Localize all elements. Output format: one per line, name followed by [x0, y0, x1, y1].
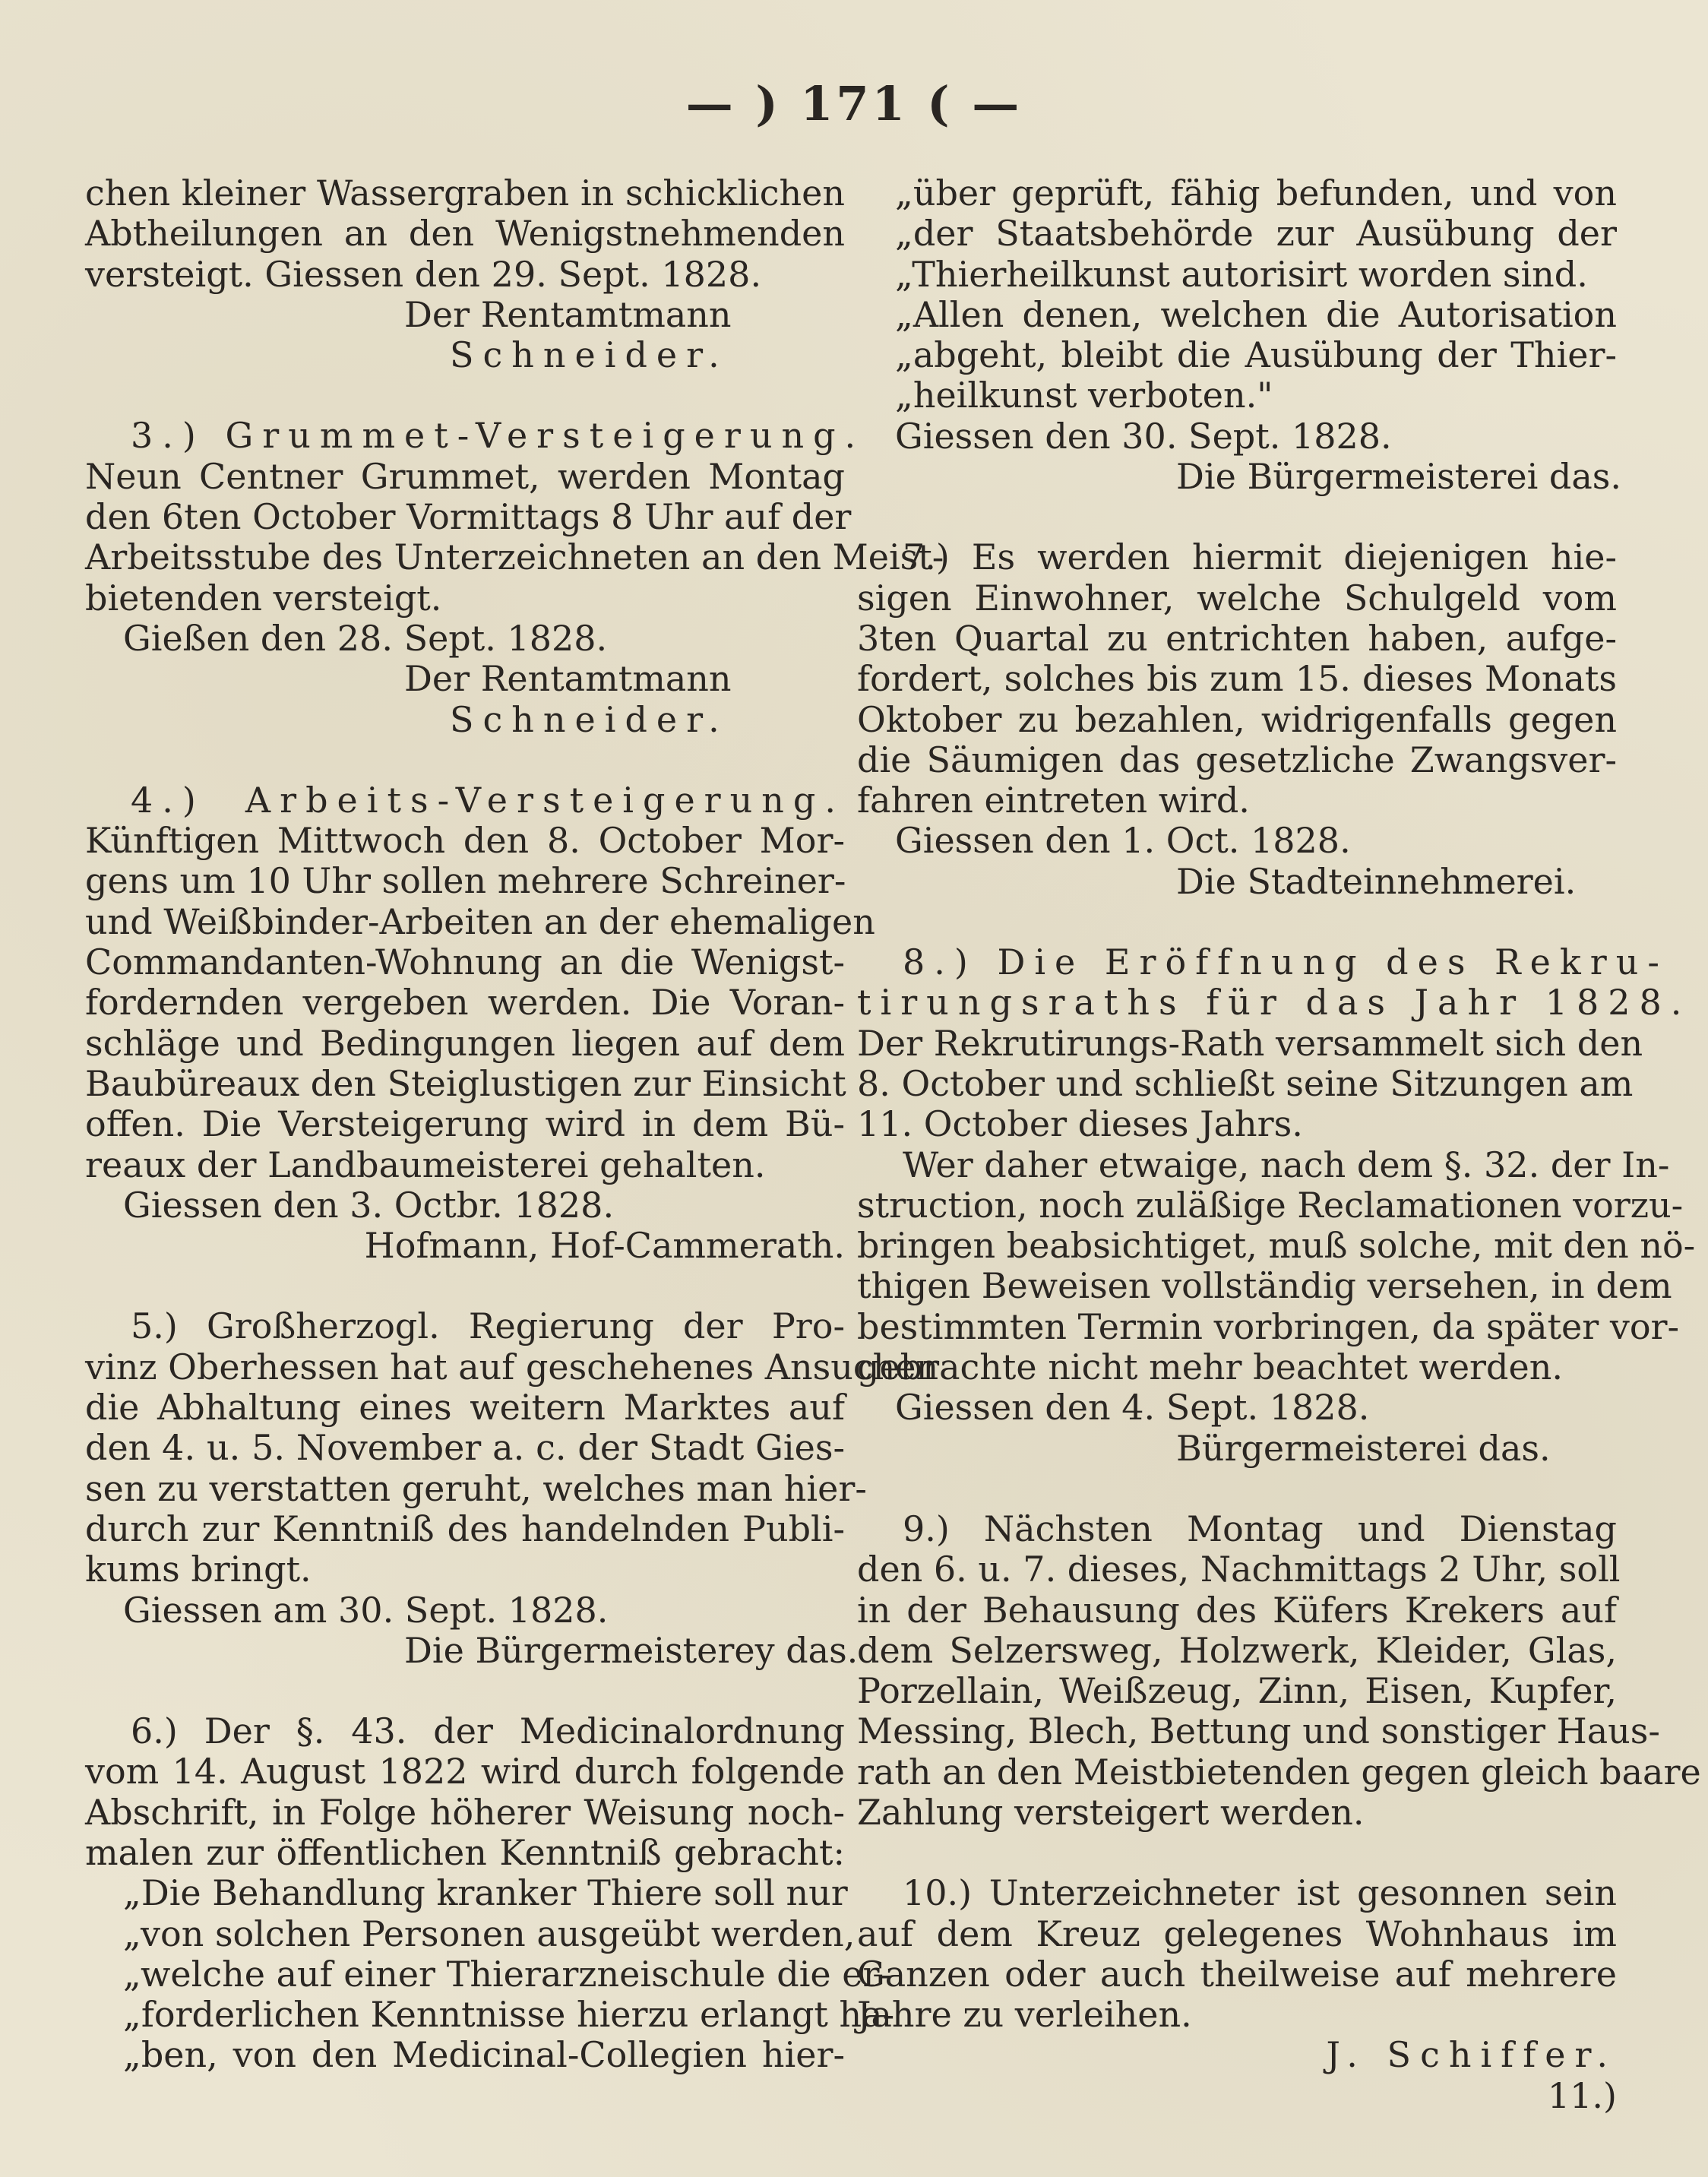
text-line: „welche auf einer Thierarzneischule die er- [123, 1953, 892, 1995]
text-line: die Säumigen das gesetzliche Zwangsver- [857, 739, 1617, 780]
text-line: Schneider. [450, 334, 729, 376]
text-line: Neun Centner Grummet, werden Montag [85, 455, 845, 497]
text-line [857, 902, 1617, 942]
text-line: vom 14. August 1822 wird durch folgende [85, 1751, 845, 1793]
text-line: Die Bürgermeisterei das. [1176, 456, 1622, 498]
text-line: sen zu verstatten geruht, welches man hier- [85, 1467, 867, 1509]
text-line: „Allen denen, welchen die Autorisation [895, 293, 1617, 335]
text-line: fahren eintreten wird. [857, 780, 1250, 821]
text-line: 5.) Großherzogl. Regierung der Pro- [131, 1305, 845, 1347]
text-line: 10.) Unterzeichneter ist gesonnen sein [903, 1872, 1617, 1914]
text-line [85, 740, 845, 780]
text-line: 11.) [1547, 2074, 1617, 2116]
right-column [857, 172, 1701, 2116]
text-line: Die Stadteinnehmerei. [1176, 860, 1577, 902]
text-line: in der Behausung des Küfers Krekers auf [857, 1589, 1617, 1631]
text-line: rath an den Meistbietenden gegen gleich baare [857, 1751, 1701, 1793]
page-header: — ) 171 ( — [685, 76, 1023, 131]
text-line: Bürgermeisterei das. [1176, 1427, 1551, 1469]
text-line: Gießen den 28. Sept. 1828. [123, 617, 608, 659]
text-line: versteigt. Giessen den 29. Sept. 1828. [85, 253, 762, 295]
text-line: 4.) Arbeits-Versteigerung. [131, 779, 845, 821]
text-line: Wer daher etwaige, nach dem §. 32. der In- [903, 1144, 1670, 1185]
text-line: offen. Die Versteigerung wird in dem Bü- [85, 1103, 845, 1145]
text-line: fordert, solches bis zum 15. dieses Monats [857, 658, 1617, 700]
text-line: kums bringt. [85, 1549, 312, 1590]
text-line: Zahlung versteigert werden. [857, 1791, 1365, 1833]
text-line: tirungsraths für das Jahr 1828. [857, 982, 1691, 1024]
text-line: Die Bürgermeisterey das. [404, 1629, 859, 1671]
text-line: 8.) Die Eröffnung des Rekru- [903, 941, 1668, 983]
text-line: Giessen den 1. Oct. 1828. [895, 820, 1351, 862]
text-line: 7.) Es werden hiermit diejenigen hie- [903, 536, 1617, 578]
text-line: Abtheilungen an den Wenigstnehmenden [85, 213, 845, 255]
text-line: J. Schiffer. [1326, 2034, 1617, 2076]
text-line: bietenden versteigt. [85, 577, 442, 619]
text-line: „abgeht, bleibt die Ausübung der Thier- [895, 334, 1617, 376]
text-line: Künftigen Mittwoch den 8. October Mor- [85, 820, 845, 862]
text-line: „ben, von den Medicinal-Collegien hier- [123, 2034, 845, 2076]
text-line: die Abhaltung eines weitern Marktes auf [85, 1387, 845, 1429]
text-line: durch zur Kenntniß des handelnden Publi- [85, 1508, 845, 1549]
text-line: chen kleiner Wassergraben in schicklichen [85, 172, 845, 214]
text-line: Giessen den 3. Octbr. 1828. [123, 1184, 615, 1226]
text-line: „der Staatsbehörde zur Ausübung der [895, 213, 1617, 255]
text-line [85, 1266, 845, 1306]
text-line: Der Rentamtmann [404, 293, 732, 335]
text-line: 8. October und schließt seine Sitzungen am [857, 1062, 1634, 1104]
text-line: schläge und Bedingungen liegen auf dem [85, 1022, 845, 1064]
text-line: bestimmten Termin vorbringen, da später vor- [857, 1305, 1680, 1347]
text-line: Hofmann, Hof-Cammerath. [364, 1225, 845, 1267]
text-line: auf dem Kreuz gelegenes Wohnhaus im [857, 1913, 1617, 1954]
text-line: 9.) Nächsten Montag und Dienstag [903, 1508, 1617, 1549]
text-line: Der Rekrutirungs-Rath versammelt sich den [857, 1022, 1643, 1064]
text-line: 3ten Quartal zu entrichten haben, aufge- [857, 617, 1617, 659]
text-line: reaux der Landbaumeisterei gehalten. [85, 1144, 766, 1185]
text-line: „heilkunst verboten." [895, 375, 1273, 416]
text-line: malen zur öffentlichen Kenntniß gebracht: [85, 1831, 845, 1873]
text-line: Commandanten-Wohnung an die Wenigst- [85, 941, 845, 983]
text-line: vinz Oberhessen hat auf geschehenes Ansuchen [85, 1346, 939, 1388]
text-line: 11. October dieses Jahrs. [857, 1103, 1303, 1145]
text-line: Giessen am 30. Sept. 1828. [123, 1589, 609, 1631]
text-line: Abschrift, in Folge höherer Weisung noch- [85, 1791, 845, 1833]
text-line: Schneider. [450, 698, 729, 740]
text-line: „von solchen Personen ausgeübt werden, [123, 1913, 856, 1954]
text-line: Oktober zu bezahlen, widrigenfalls gegen [857, 698, 1617, 740]
text-line: Porzellain, Weißzeug, Zinn, Eisen, Kupfer, [857, 1670, 1617, 1712]
text-line: den 6. u. 7. dieses, Nachmittags 2 Uhr, soll [857, 1549, 1621, 1590]
text-line: thigen Beweisen vollständig versehen, in dem [857, 1265, 1672, 1307]
text-line [85, 375, 845, 416]
text-line [857, 497, 1617, 537]
text-line: und Weißbinder-Arbeiten an der ehemaligen [85, 900, 875, 942]
text-line [85, 1671, 845, 1711]
text-line: den 6ten October Vormittags 8 Uhr auf der [85, 496, 852, 538]
text-line: 6.) Der §. 43. der Medicinalordnung [131, 1710, 845, 1752]
text-line: „forderlichen Kenntnisse hierzu erlangt ha- [123, 1994, 895, 2036]
text-line: Messing, Blech, Bettung und sonstiger Haus- [857, 1710, 1660, 1752]
text-line: sigen Einwohner, welche Schulgeld vom [857, 577, 1617, 619]
text-line: bringen beabsichtiget, muß solche, mit den nö- [857, 1225, 1696, 1267]
text-line: Arbeitsstube des Unterzeichneten an den Meist- [85, 536, 944, 578]
text-line: „Die Behandlung kranker Thiere soll nur [123, 1872, 848, 1914]
text-line: 3.) Grummet-Versteigerung. [131, 415, 865, 457]
text-line: Jahre zu verleihen. [857, 1994, 1192, 2036]
text-line: Ganzen oder auch theilweise auf mehrere [857, 1953, 1617, 1995]
text-line: Baubüreaux den Steiglustigen zur Einsicht [85, 1062, 846, 1104]
text-line: struction, noch zuläßige Reclamationen vorzu- [857, 1184, 1684, 1226]
left-column [85, 172, 944, 2076]
text-line: gebrachte nicht mehr beachtet werden. [857, 1346, 1563, 1388]
text-line: „Thierheilkunst autorisirt worden sind. [895, 253, 1588, 295]
text-line: dem Selzersweg, Holzwerk, Kleider, Glas, [857, 1629, 1617, 1671]
text-line: den 4. u. 5. November a. c. der Stadt Gies- [85, 1427, 845, 1469]
text-line: Giessen den 4. Sept. 1828. [895, 1387, 1370, 1429]
text-line: Der Rentamtmann [404, 658, 732, 700]
text-line [857, 1833, 1617, 1873]
text-line [857, 1469, 1617, 1509]
text-line: Giessen den 30. Sept. 1828. [895, 415, 1392, 457]
text-line: „über geprüft, fähig befunden, und von [895, 172, 1617, 214]
text-line: gens um 10 Uhr sollen mehrere Schreiner- [85, 860, 846, 902]
text-line: fordernden vergeben werden. Die Voran- [85, 982, 845, 1024]
